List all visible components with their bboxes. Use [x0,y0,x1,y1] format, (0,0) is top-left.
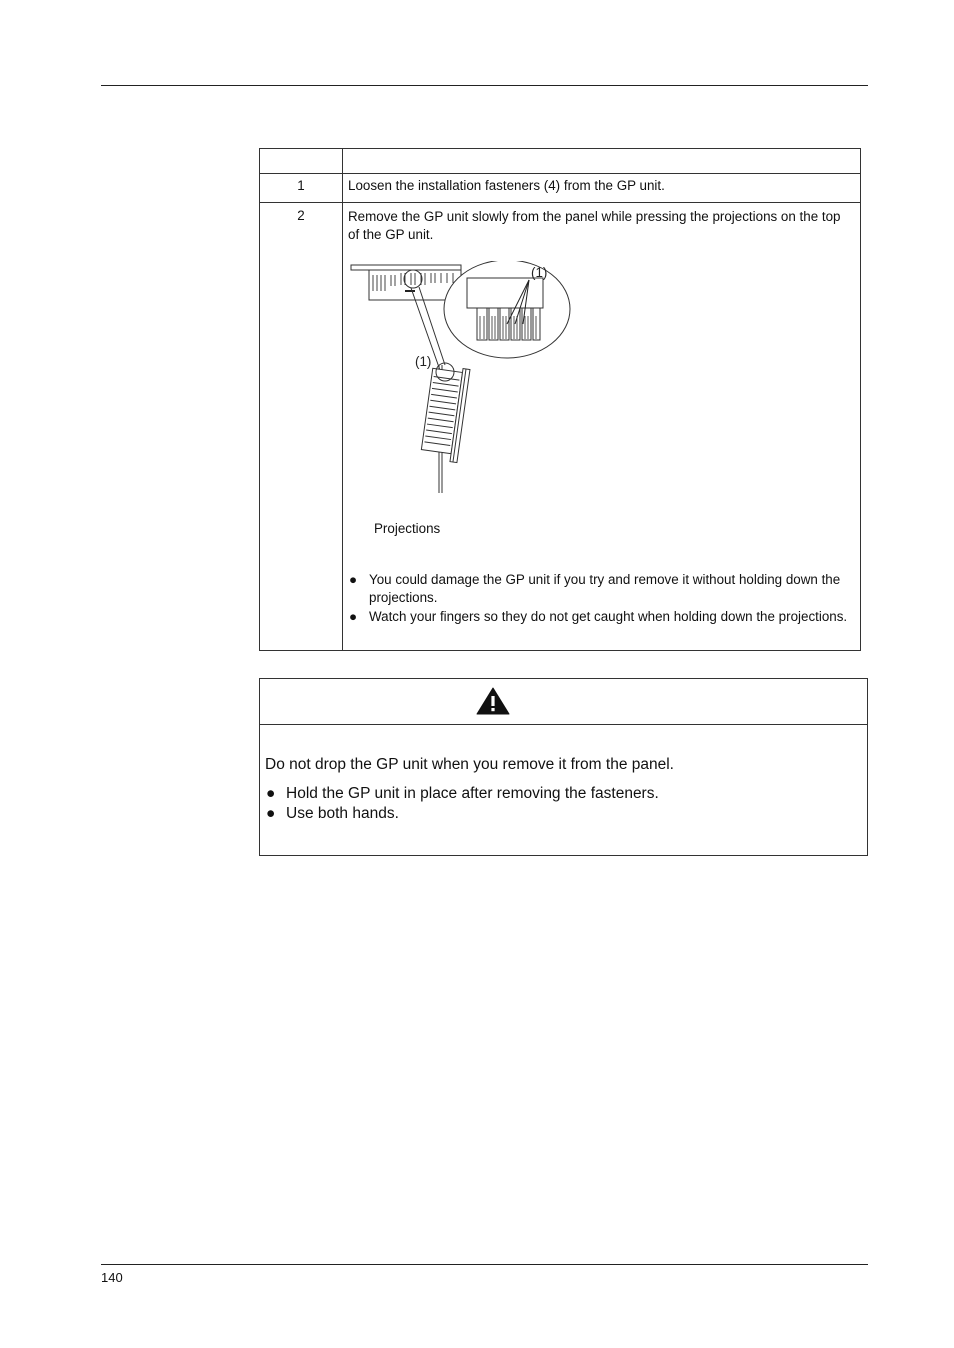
step-number: 1 [260,174,343,203]
list-item [265,804,659,824]
warning-item-text: Hold the GP unit in place after removing the fasteners. [286,785,659,802]
list-item [265,784,659,804]
footer-rule [101,1264,868,1265]
bullet-icon: ● [349,572,358,587]
caution-notes [348,571,858,627]
bullet-icon: ● [266,805,276,822]
figure-caption: Projections [374,521,441,536]
warning-list [265,784,659,824]
page-number: 140 [101,1270,123,1285]
warning-triangle-icon [476,687,510,715]
note-text: Watch your fingers so they do not get caught when holding down the projections. [369,609,848,624]
list-item [348,571,858,607]
warning-box [259,678,868,856]
removal-diagram [349,261,589,501]
table-row [260,203,861,651]
steps-table [259,148,861,651]
note-text: You could damage the GP unit if you try and remove it without holding down the projections. [369,572,841,605]
header-step-cell [260,149,343,174]
step-action: Remove the GP unit slowly from the panel while pressing the projections on the top of the GP unit. [348,209,841,242]
step-action: Loosen the installation fasteners (4) from the GP unit. [343,174,861,203]
header-rule [101,85,868,86]
step-action-cell [343,203,861,651]
callout-label-unit: (1) [415,354,432,369]
warning-lead-text: Do not drop the GP unit when you remove it from the panel. [265,756,674,773]
table-row [260,174,861,203]
warning-item-text: Use both hands. [286,805,399,822]
bullet-icon: ● [266,785,276,802]
warning-header [260,679,867,725]
table-header-row [260,149,861,174]
list-item [348,608,858,626]
bullet-icon: ● [349,609,358,624]
header-action-cell [343,149,861,174]
step-number: 2 [260,203,343,651]
callout-label-detail: (1) [531,265,548,280]
